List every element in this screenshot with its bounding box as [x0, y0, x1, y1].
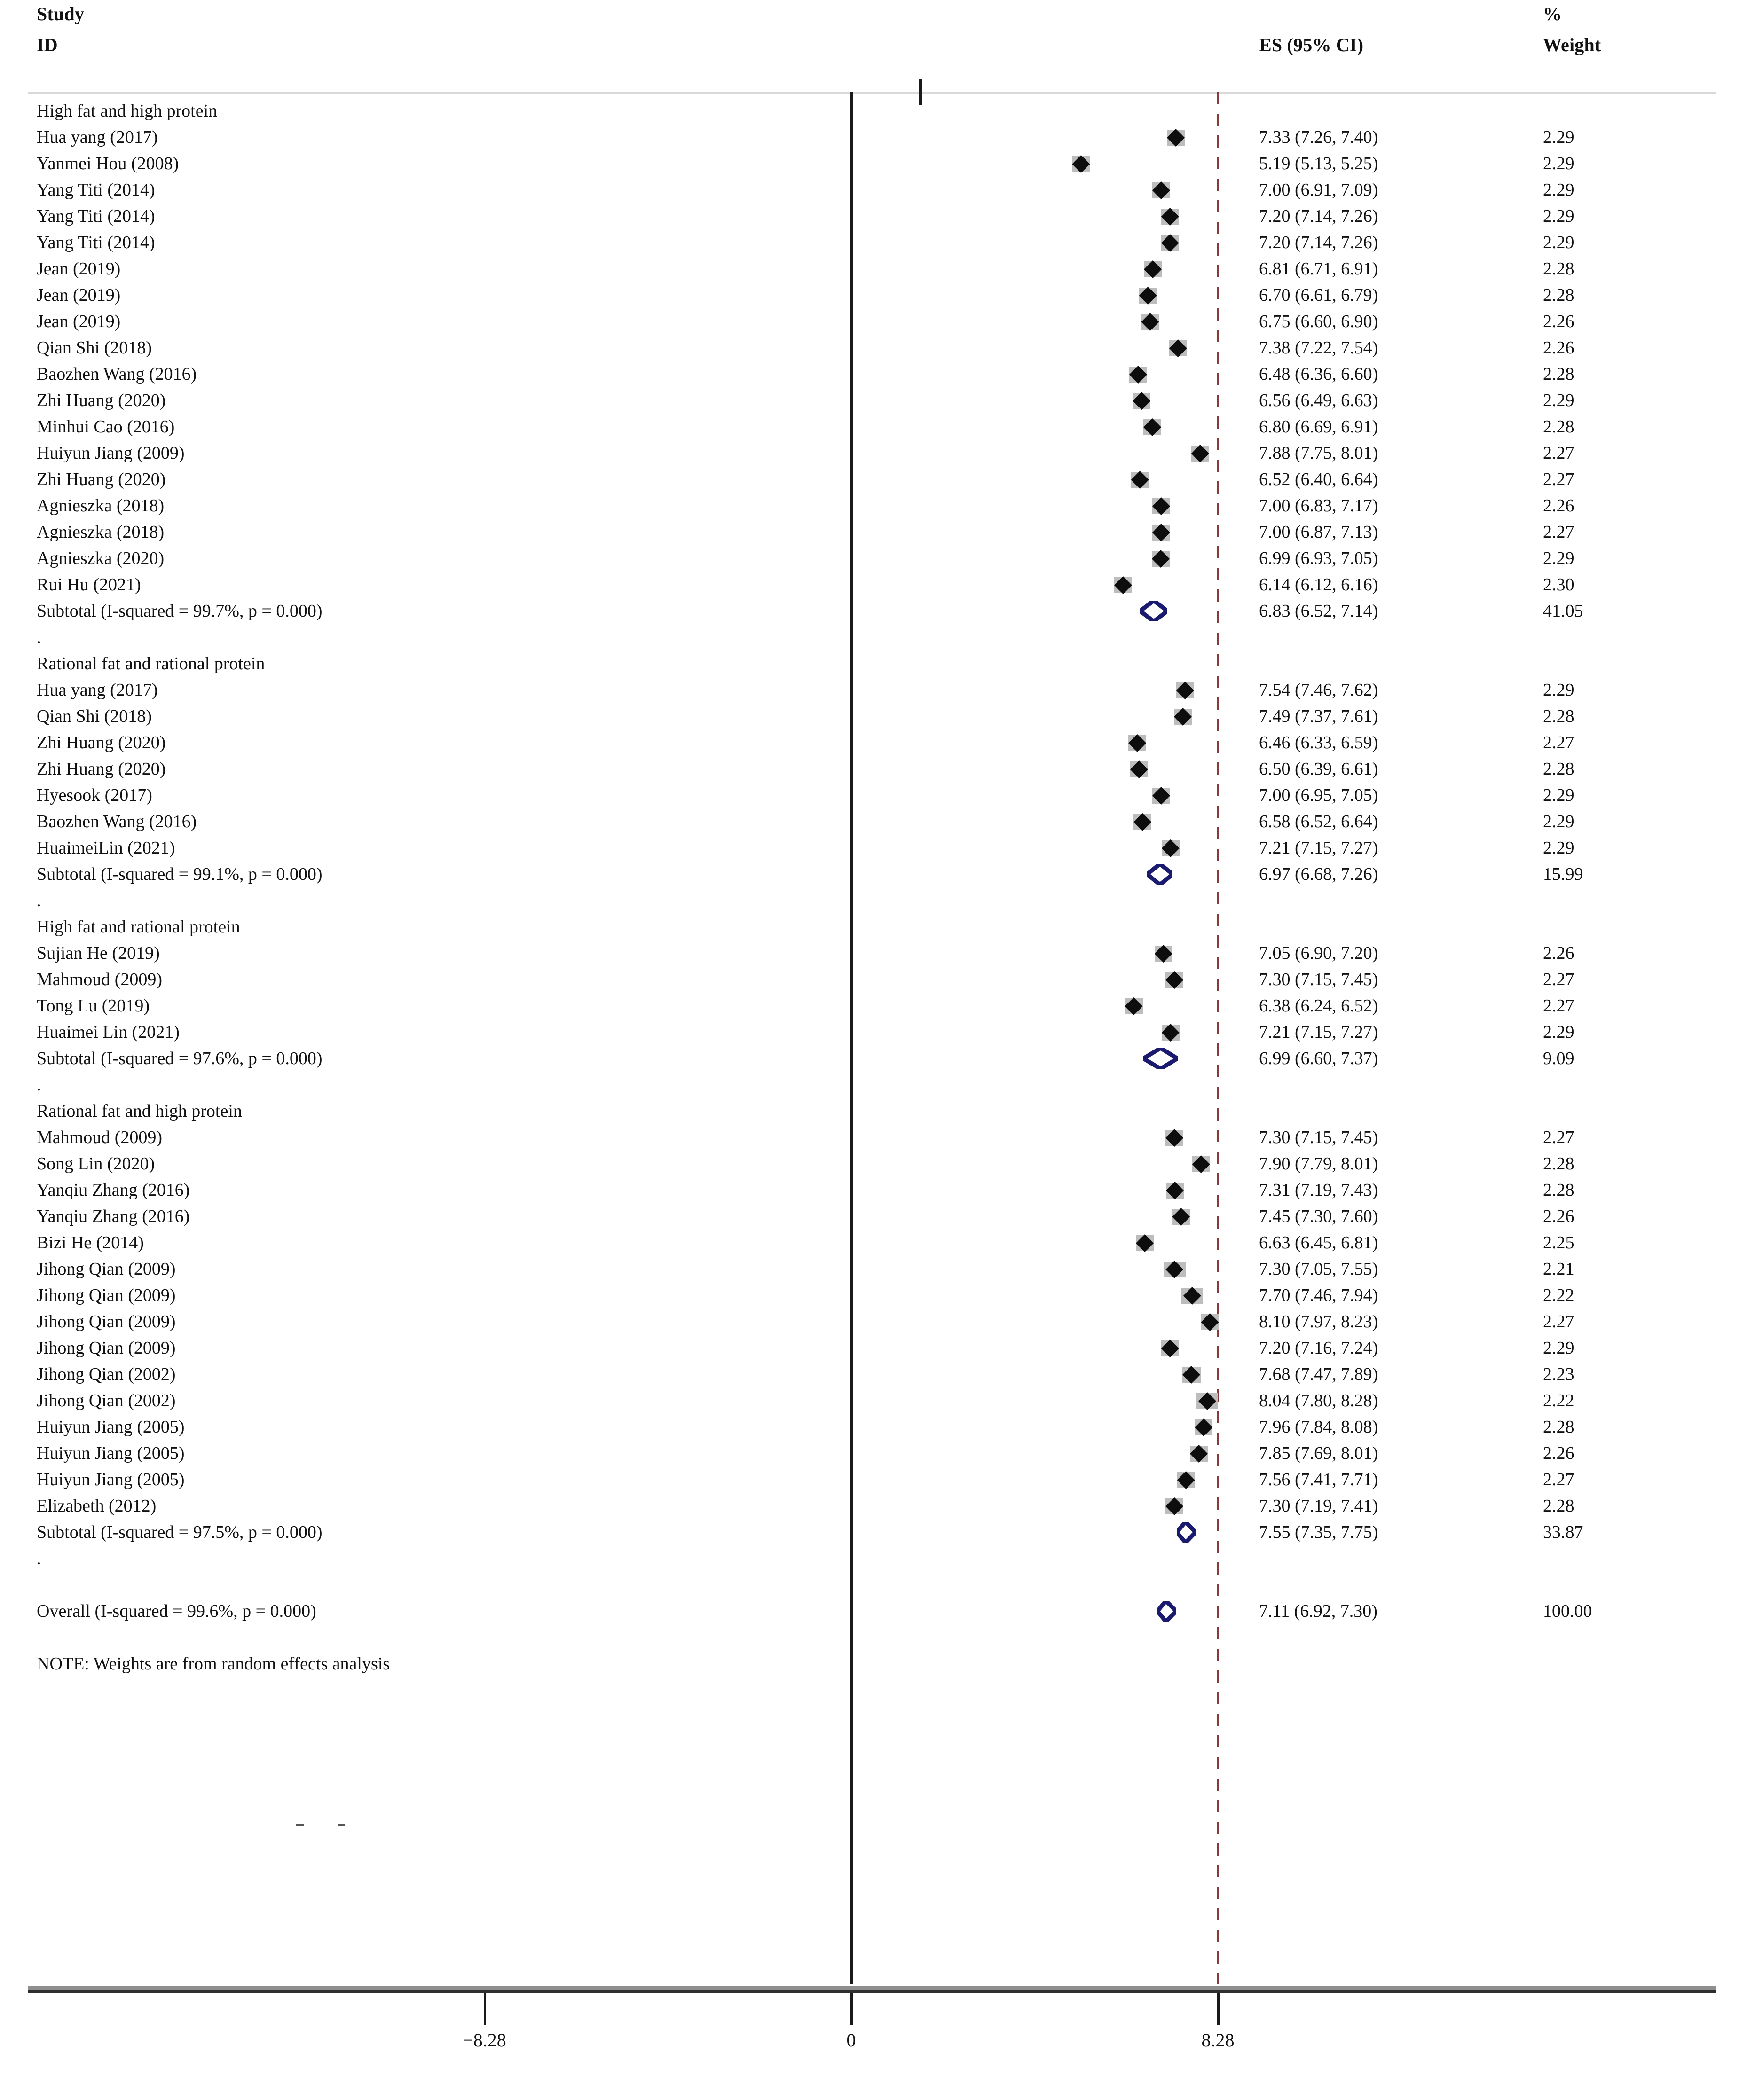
table-row: [0, 283, 1739, 309]
study-weight-value: 2.26: [1543, 1207, 1574, 1226]
group-label-1: Rational fat and rational protein: [37, 654, 265, 674]
study-label: Zhi Huang (2020): [37, 470, 166, 489]
table-row: [0, 730, 1739, 757]
subtotal-label: Subtotal (I-squared = 97.5%, p = 0.000): [37, 1522, 323, 1542]
study-weight-value: 2.23: [1543, 1364, 1574, 1384]
spacer-dot: .: [37, 627, 41, 647]
spacer-dot: .: [37, 891, 41, 910]
study-weight-value: 2.29: [1543, 812, 1574, 831]
study-weight-value: 2.27: [1543, 470, 1574, 489]
study-label: Jihong Qian (2009): [37, 1285, 176, 1305]
table-row: [0, 441, 1739, 467]
study-label: Jean (2019): [37, 259, 121, 279]
subtotal-es-value: 6.99 (6.60, 7.37): [1259, 1049, 1378, 1068]
study-weight-value: 2.25: [1543, 1233, 1574, 1253]
subtotal-row: [0, 1520, 1739, 1546]
table-row: [0, 1178, 1739, 1204]
study-es-value: 6.80 (6.69, 6.91): [1259, 417, 1378, 437]
table-row: [0, 362, 1739, 388]
study-weight-value: 2.28: [1543, 364, 1574, 384]
study-es-value: 7.30 (7.15, 7.45): [1259, 1128, 1378, 1147]
summary-diamond: [1157, 1601, 1176, 1622]
note-text: NOTE: Weights are from random effects analysis: [37, 1654, 390, 1674]
study-weight-value: 2.26: [1543, 1443, 1574, 1463]
study-weight-value: 2.29: [1543, 1338, 1574, 1358]
study-label: Hua yang (2017): [37, 680, 158, 700]
table-row: [0, 1388, 1739, 1415]
table-row: [0, 572, 1739, 599]
study-label: Baozhen Wang (2016): [37, 364, 197, 384]
subtotal-weight-value: 9.09: [1543, 1049, 1574, 1068]
study-weight-value: 2.29: [1543, 127, 1574, 147]
study-label: Jihong Qian (2009): [37, 1312, 176, 1332]
overall-es-value: 7.11 (6.92, 7.30): [1259, 1601, 1377, 1621]
axis-stray-tick: [919, 79, 922, 105]
study-es-value: 6.52 (6.40, 6.64): [1259, 470, 1378, 489]
study-weight-value: 2.26: [1543, 943, 1574, 963]
table-row: [0, 757, 1739, 783]
study-label: Qian Shi (2018): [37, 706, 152, 726]
study-es-value: 6.14 (6.12, 6.16): [1259, 575, 1378, 595]
study-weight-value: 2.29: [1543, 154, 1574, 173]
study-label: Jean (2019): [37, 312, 121, 331]
summary-diamond: [1143, 1048, 1178, 1069]
study-weight-value: 2.27: [1543, 733, 1574, 752]
subtotal-es-value: 6.83 (6.52, 7.14): [1259, 601, 1378, 621]
plot-area: [0, 92, 1739, 1986]
study-weight-value: 2.28: [1543, 1496, 1574, 1516]
study-es-value: 6.48 (6.36, 6.60): [1259, 364, 1378, 384]
study-es-value: 7.85 (7.69, 8.01): [1259, 1443, 1378, 1463]
study-label: Yang Titi (2014): [37, 206, 155, 226]
study-label: Yang Titi (2014): [37, 233, 155, 252]
subtotal-row: [0, 599, 1739, 625]
study-weight-value: 2.28: [1543, 1180, 1574, 1200]
study-weight-value: 2.29: [1543, 785, 1574, 805]
table-row: [0, 415, 1739, 441]
study-label: Baozhen Wang (2016): [37, 812, 197, 831]
column-header-study: Study: [37, 3, 85, 24]
group-label-0: High fat and high protein: [37, 101, 218, 121]
table-row: [0, 809, 1739, 836]
study-label: Huiyun Jiang (2009): [37, 443, 185, 463]
study-label: Qian Shi (2018): [37, 338, 152, 358]
subtotal-label: Subtotal (I-squared = 99.1%, p = 0.000): [37, 864, 323, 884]
study-es-value: 7.30 (7.15, 7.45): [1259, 970, 1378, 989]
column-header-id: ID: [37, 34, 58, 55]
axis-tick-label-1: 0: [846, 2029, 856, 2051]
subtotal-weight-value: 33.87: [1543, 1522, 1583, 1542]
study-es-value: 7.20 (7.14, 7.26): [1259, 233, 1378, 252]
summary-diamond: [1140, 601, 1167, 621]
table-row: [0, 967, 1739, 994]
axis-tick-label-0: −8.28: [463, 2029, 506, 2051]
study-weight-value: 2.28: [1543, 759, 1574, 779]
study-weight-value: 2.29: [1543, 180, 1574, 200]
study-es-value: 7.30 (7.05, 7.55): [1259, 1259, 1378, 1279]
study-es-value: 7.20 (7.14, 7.26): [1259, 206, 1378, 226]
study-es-value: 7.00 (6.83, 7.17): [1259, 496, 1378, 516]
study-label: Rui Hu (2021): [37, 575, 141, 595]
table-row: [0, 1441, 1739, 1467]
overall-label: Overall (I-squared = 99.6%, p = 0.000): [37, 1601, 316, 1621]
table-row: [0, 467, 1739, 494]
table-row: [0, 678, 1739, 704]
table-row: [0, 783, 1739, 809]
table-row: [0, 1230, 1739, 1257]
study-es-value: 7.88 (7.75, 8.01): [1259, 443, 1378, 463]
study-weight-value: 2.21: [1543, 1259, 1574, 1279]
study-weight-value: 2.28: [1543, 417, 1574, 437]
study-label: Jean (2019): [37, 285, 121, 305]
study-weight-value: 2.29: [1543, 1022, 1574, 1042]
table-row: [0, 1494, 1739, 1520]
group-header-row: [0, 1099, 1739, 1125]
column-header-percent: %: [1543, 3, 1562, 24]
study-label: Hua yang (2017): [37, 127, 158, 147]
study-label: Huiyun Jiang (2005): [37, 1470, 185, 1489]
study-weight-value: 2.26: [1543, 312, 1574, 331]
table-row: [0, 1362, 1739, 1388]
study-es-value: 7.45 (7.30, 7.60): [1259, 1207, 1378, 1226]
study-es-value: 7.49 (7.37, 7.61): [1259, 706, 1378, 726]
study-label: Elizabeth (2012): [37, 1496, 157, 1516]
study-es-value: 6.58 (6.52, 6.64): [1259, 812, 1378, 831]
table-row: [0, 494, 1739, 520]
study-es-value: 6.46 (6.33, 6.59): [1259, 733, 1378, 752]
study-label: Tong Lu (2019): [37, 996, 150, 1016]
group-label-3: Rational fat and high protein: [37, 1101, 242, 1121]
table-row: [0, 836, 1739, 862]
column-header-weight: Weight: [1543, 34, 1601, 55]
overall-spacer: [0, 1546, 1739, 1573]
study-es-value: 7.00 (6.87, 7.13): [1259, 522, 1378, 542]
study-label: Yanqiu Zhang (2016): [37, 1180, 190, 1200]
table-row: [0, 1309, 1739, 1336]
subtotal-weight-value: 41.05: [1543, 601, 1583, 621]
study-es-value: 7.00 (6.91, 7.09): [1259, 180, 1378, 200]
study-label: Yanmei Hou (2008): [37, 154, 179, 173]
blank-row: [0, 1625, 1739, 1652]
study-label: Jihong Qian (2002): [37, 1364, 176, 1384]
table-row: [0, 125, 1739, 151]
study-es-value: 7.21 (7.15, 7.27): [1259, 1022, 1378, 1042]
spacer-dot: .: [37, 1549, 41, 1568]
subtotal-row: [0, 1046, 1739, 1073]
study-weight-value: 2.29: [1543, 838, 1574, 858]
study-es-value: 7.68 (7.47, 7.89): [1259, 1364, 1378, 1384]
table-row: [0, 1020, 1739, 1046]
study-label: Hyesook (2017): [37, 785, 152, 805]
axis-divider-dark: [28, 1990, 1716, 1993]
study-weight-value: 2.28: [1543, 285, 1574, 305]
column-header-es: ES (95% CI): [1259, 34, 1364, 55]
study-es-value: 7.00 (6.95, 7.05): [1259, 785, 1378, 805]
x-axis: [0, 1993, 1739, 2100]
study-weight-value: 2.29: [1543, 233, 1574, 252]
table-row: [0, 1467, 1739, 1494]
study-es-value: 6.70 (6.61, 6.79): [1259, 285, 1378, 305]
study-es-value: 6.38 (6.24, 6.52): [1259, 996, 1378, 1016]
stray-mark-0: [296, 1824, 304, 1826]
table-row: [0, 178, 1739, 204]
study-label: Mahmoud (2009): [37, 970, 163, 989]
study-es-value: 7.05 (6.90, 7.20): [1259, 943, 1378, 963]
table-row: [0, 204, 1739, 230]
study-weight-value: 2.30: [1543, 575, 1574, 595]
study-label: Jihong Qian (2002): [37, 1391, 176, 1410]
study-es-value: 8.04 (7.80, 8.28): [1259, 1391, 1378, 1410]
study-weight-value: 2.29: [1543, 680, 1574, 700]
study-es-value: 5.19 (5.13, 5.25): [1259, 154, 1378, 173]
study-weight-value: 2.27: [1543, 522, 1574, 542]
study-weight-value: 2.29: [1543, 549, 1574, 568]
study-es-value: 7.30 (7.19, 7.41): [1259, 1496, 1378, 1516]
study-es-value: 6.50 (6.39, 6.61): [1259, 759, 1378, 779]
study-label: Song Lin (2020): [37, 1154, 155, 1174]
study-es-value: 6.63 (6.45, 6.81): [1259, 1233, 1378, 1253]
study-es-value: 7.54 (7.46, 7.62): [1259, 680, 1378, 700]
study-weight-value: 2.27: [1543, 443, 1574, 463]
study-label: Bizi He (2014): [37, 1233, 144, 1253]
study-es-value: 7.38 (7.22, 7.54): [1259, 338, 1378, 358]
table-row: [0, 1283, 1739, 1309]
study-weight-value: 2.29: [1543, 391, 1574, 410]
study-es-value: 7.90 (7.79, 8.01): [1259, 1154, 1378, 1174]
axis-tick-2: [1217, 1993, 1220, 2025]
table-row: [0, 546, 1739, 572]
study-weight-value: 2.22: [1543, 1285, 1574, 1305]
table-row: [0, 151, 1739, 178]
study-label: Agnieszka (2020): [37, 549, 165, 568]
note-row: [0, 1652, 1739, 1678]
axis-tick-label-2: 8.28: [1201, 2029, 1235, 2051]
table-row: [0, 1336, 1739, 1362]
subtotal-label: Subtotal (I-squared = 99.7%, p = 0.000): [37, 601, 323, 621]
study-label: Zhi Huang (2020): [37, 733, 166, 752]
group-spacer: [0, 625, 1739, 651]
axis-tick-1: [850, 1993, 853, 2025]
table-row: [0, 1152, 1739, 1178]
study-es-value: 7.21 (7.15, 7.27): [1259, 838, 1378, 858]
study-weight-value: 2.27: [1543, 1312, 1574, 1332]
group-spacer: [0, 1073, 1739, 1099]
study-es-value: 6.99 (6.93, 7.05): [1259, 549, 1378, 568]
table-row: [0, 1125, 1739, 1152]
study-label: Sujian He (2019): [37, 943, 160, 963]
subtotal-es-value: 7.55 (7.35, 7.75): [1259, 1522, 1378, 1542]
group-header-row: [0, 651, 1739, 678]
blank-row: [0, 1573, 1739, 1599]
study-weight-value: 2.29: [1543, 206, 1574, 226]
group-spacer: [0, 888, 1739, 915]
table-row: [0, 230, 1739, 257]
table-row: [0, 336, 1739, 362]
axis-divider-light: [28, 1986, 1716, 1990]
study-es-value: 7.56 (7.41, 7.71): [1259, 1470, 1378, 1489]
study-weight-value: 2.27: [1543, 1470, 1574, 1489]
study-label: Yang Titi (2014): [37, 180, 155, 200]
study-es-value: 8.10 (7.97, 8.23): [1259, 1312, 1378, 1332]
axis-tick-0: [484, 1993, 486, 2025]
study-weight-value: 2.26: [1543, 338, 1574, 358]
spacer-dot: .: [37, 1075, 41, 1095]
study-es-value: 6.56 (6.49, 6.63): [1259, 391, 1378, 410]
study-label: HuaimeiLin (2021): [37, 838, 175, 858]
study-es-value: 7.33 (7.26, 7.40): [1259, 127, 1378, 147]
study-label: Agnieszka (2018): [37, 522, 165, 542]
overall-weight-value: 100.00: [1543, 1601, 1592, 1621]
study-weight-value: 2.22: [1543, 1391, 1574, 1410]
table-row: [0, 1257, 1739, 1283]
study-weight-value: 2.28: [1543, 259, 1574, 279]
subtotal-row: [0, 862, 1739, 888]
stray-mark-1: [338, 1824, 345, 1826]
study-label: Jihong Qian (2009): [37, 1338, 176, 1358]
study-es-value: 7.96 (7.84, 8.08): [1259, 1417, 1378, 1437]
study-label: Zhi Huang (2020): [37, 391, 166, 410]
table-row: [0, 994, 1739, 1020]
overall-row: [0, 1599, 1739, 1625]
subtotal-weight-value: 15.99: [1543, 864, 1583, 884]
study-weight-value: 2.28: [1543, 706, 1574, 726]
study-es-value: 6.75 (6.60, 6.90): [1259, 312, 1378, 331]
study-weight-value: 2.27: [1543, 970, 1574, 989]
study-es-value: 7.70 (7.46, 7.94): [1259, 1285, 1378, 1305]
study-label: Huiyun Jiang (2005): [37, 1443, 185, 1463]
study-weight-value: 2.28: [1543, 1417, 1574, 1437]
study-weight-value: 2.27: [1543, 1128, 1574, 1147]
table-row: [0, 257, 1739, 283]
table-row: [0, 704, 1739, 730]
study-label: Huiyun Jiang (2005): [37, 1417, 185, 1437]
table-row: [0, 309, 1739, 336]
study-label: Yanqiu Zhang (2016): [37, 1207, 190, 1226]
study-label: Zhi Huang (2020): [37, 759, 166, 779]
table-row: [0, 941, 1739, 967]
study-label: Mahmoud (2009): [37, 1128, 163, 1147]
table-row: [0, 1204, 1739, 1230]
summary-diamond: [1147, 864, 1173, 885]
subtotal-es-value: 6.97 (6.68, 7.26): [1259, 864, 1378, 884]
subtotal-label: Subtotal (I-squared = 97.6%, p = 0.000): [37, 1049, 323, 1068]
group-header-row: [0, 99, 1739, 125]
table-row: [0, 1415, 1739, 1441]
study-weight-value: 2.26: [1543, 496, 1574, 516]
study-weight-value: 2.27: [1543, 996, 1574, 1016]
study-label: Huaimei Lin (2021): [37, 1022, 180, 1042]
study-weight-value: 2.28: [1543, 1154, 1574, 1174]
table-row: [0, 388, 1739, 415]
study-es-value: 7.20 (7.16, 7.24): [1259, 1338, 1378, 1358]
study-es-value: 7.31 (7.19, 7.43): [1259, 1180, 1378, 1200]
study-es-value: 6.81 (6.71, 6.91): [1259, 259, 1378, 279]
study-label: Minhui Cao (2016): [37, 417, 175, 437]
study-label: Jihong Qian (2009): [37, 1259, 176, 1279]
group-header-row: [0, 915, 1739, 941]
table-row: [0, 520, 1739, 546]
summary-diamond: [1177, 1522, 1196, 1543]
group-label-2: High fat and rational protein: [37, 917, 240, 937]
study-label: Agnieszka (2018): [37, 496, 165, 516]
